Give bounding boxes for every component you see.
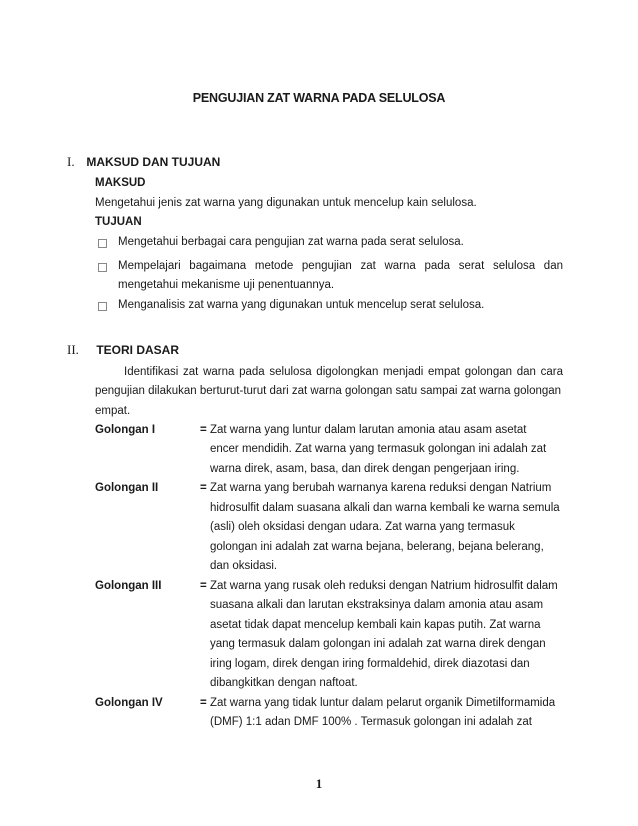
bullet-icon xyxy=(98,263,107,272)
golongan-2-line: golongan ini adalah zat warna bejana, belerang, bejana belerang, xyxy=(210,541,544,553)
page-title: PENGUJIAN ZAT WARNA PADA SELULOSA xyxy=(192,91,446,105)
golongan-4-label: Golongan IV xyxy=(95,697,163,709)
page-number: 1 xyxy=(315,776,323,791)
golongan-1-eq: = xyxy=(200,424,207,436)
golongan-4-eq: = xyxy=(200,697,207,709)
golongan-2-line: Zat warna yang berubah warnanya karena reduksi dengan Natrium xyxy=(210,482,552,494)
golongan-3-line: suasana alkali dan larutan ekstraksinya dalam amonia atau asam xyxy=(210,599,544,611)
maksud-label: MAKSUD xyxy=(95,177,146,189)
golongan-1-line: encer mendidih. Zat warna yang termasuk golongan ini adalah zat xyxy=(210,443,547,455)
golongan-3-line: Zat warna yang rusak oleh reduksi dengan Natrium hidrosulfit dalam xyxy=(210,580,558,592)
golongan-1-label: Golongan I xyxy=(95,424,156,436)
bullet-icon xyxy=(98,239,107,248)
tujuan-item-3: Menganalisis zat warna yang digunakan untuk mencelup serat selulosa. xyxy=(118,299,485,311)
golongan-3-line: yang termasuk dalam golongan ini adalah zat warna direk dengan xyxy=(210,638,546,650)
section-2-title: TEORI DASAR xyxy=(96,343,180,357)
golongan-2-line: dan oksidasi. xyxy=(210,560,278,572)
tujuan-item-1: Mengetahui berbagai cara pengujian zat warna pada serat selulosa. xyxy=(118,236,464,248)
section-2-roman: II. xyxy=(67,342,79,357)
golongan-4-line: (DMF) 1:1 adan DMF 100% . Termasuk golongan ini adalah zat xyxy=(210,716,532,728)
intro-line-1: Identifikasi zat warna pada selulosa digolongkan menjadi empat golongan dan cara xyxy=(124,366,563,378)
golongan-3-line: iring logam, direk dengan iring formaldehid, direk diazotasi dan xyxy=(210,658,530,670)
maksud-text: Mengetahui jenis zat warna yang digunakan untuk mencelup kain selulosa. xyxy=(95,197,477,209)
golongan-1-line: warna direk, asam, basa, dan direk dengan pengerjaan iring. xyxy=(210,463,520,475)
golongan-2-line: hidrosulfit dalam suasana alkali dan warna kembali ke warna semula xyxy=(210,502,560,514)
golongan-2-line: (asli) oleh oksidasi dengan udara. Zat warna yang termasuk xyxy=(210,521,515,533)
golongan-3-label: Golongan III xyxy=(95,580,162,592)
section-1-heading xyxy=(67,154,220,170)
tujuan-item-2: Mempelajari bagaimana metode pengujian zat warna pada serat selulosa dan xyxy=(118,260,563,272)
intro-line-3: empat. xyxy=(95,405,131,417)
section-1-roman: I. xyxy=(67,154,75,169)
golongan-4-line: Zat warna yang tidak luntur dalam pelarut organik Dimetilformamida xyxy=(210,697,556,709)
section-2-heading xyxy=(67,342,179,358)
intro-line-2: pengujian dilakukan berturut-turut dari zat warna golongan satu sampai zat warna golongan xyxy=(95,385,562,397)
tujuan-label: TUJUAN xyxy=(95,216,142,228)
golongan-3-line: dibangkitkan dengan naftoat. xyxy=(210,677,358,689)
golongan-3-eq: = xyxy=(200,580,207,592)
golongan-2-eq: = xyxy=(200,482,207,494)
bullet-icon xyxy=(98,302,107,311)
section-1-title: MAKSUD DAN TUJUAN xyxy=(86,155,221,169)
tujuan-item-2-cont: mengetahui mekanisme uji penentuannya. xyxy=(118,279,335,291)
golongan-1-line: Zat warna yang luntur dalam larutan amonia atau asam asetat xyxy=(210,424,527,436)
golongan-3-line: asetat tidak dapat mencelup kembali kain kapas putih. Zat warna xyxy=(210,619,541,631)
golongan-2-label: Golongan II xyxy=(95,482,159,494)
